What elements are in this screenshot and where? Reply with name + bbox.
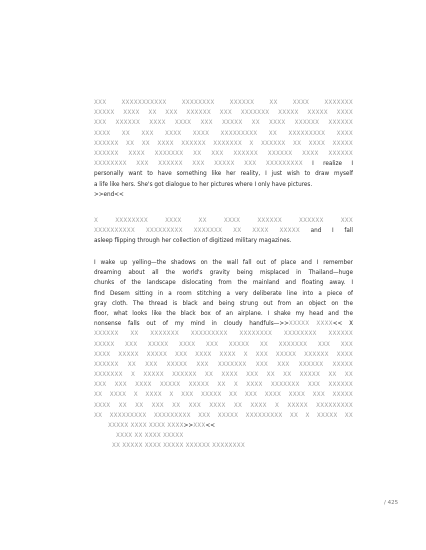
redacted-text: XXXXXX XXXX XXXXXXX XX XXX XXXXXX XXXXXX XXXX XXXXXX [94,150,353,157]
text-line [94,226,353,236]
text-line [94,329,353,339]
body-text: personally want to have something like her reality, I just wish to draw myself [94,171,353,178]
text-line [94,340,353,350]
text-line [94,180,353,190]
text-line [94,441,353,451]
redacted-text: XXXX XX XX XXX XX XXX XXXX XX XXXX X XXXXX XXXXXXXXX [94,402,353,409]
body-text: floor, what looks like the black box of an airplane. I shake my head and the [94,310,353,317]
text-line [94,149,353,159]
text-line [94,309,353,319]
redacted-text: XXXXXXX X XXXXX XXXXXX XX XXXX XXX XX XX XXXXX XX XX [94,372,353,379]
page-number: / 425 [384,500,399,506]
redacted-text: XXXX XX XXX XXXX XXXX XXXXXXXXX XX XXXXXXXXX XXXX [94,130,353,137]
redacted-text: XXXX XXXXX XXXXX XXX XXXX XXXX X XXX XXXXX XXXXXX XXXX [94,351,353,358]
text-line [94,380,353,390]
body-text: << X [332,321,353,328]
text-line [94,421,353,431]
body-text: find Desem sitting in a room stitching a very deliberate line into a piece of [94,290,353,297]
redacted-text: XXXXX XXXX XX XXX XXXXXX XXX XXXXXXX XXXXX XXXXX XXXX [94,110,353,117]
redacted-text: XXX XXXXXX XXXX XXXX XXX XXXXX XX XXXX XXXXXX XXXXXX [94,120,353,127]
text-line [94,129,353,139]
text-line [94,108,353,118]
text-line [94,431,353,441]
text-line [94,159,353,169]
text-line [94,98,353,108]
body-text: chunks of the landscape dislocating from the mainland and floating away. I [94,280,353,287]
body-text: I wake up yelling—the shadows on the wall fall out of place and I remember [94,260,353,266]
text-line [94,390,353,400]
body-text: gray cloth. The thread is black and being strung out from an object on the [94,300,353,307]
text-line [94,411,353,421]
text-line [94,118,353,128]
body-text: >>end<< [94,191,124,198]
text-line [94,258,353,268]
body-text: nonsense falls out of my mind in cloudy handfuls—>> [94,321,289,328]
body-text: << [205,423,216,429]
body-text: >> [183,423,194,429]
text-line [94,350,353,360]
redacted-text: XXXXXX XX XXXXXXX XXXXXXXXX XXXXXXXX XXXXXXXX XXXXXX [94,331,353,338]
redacted-text: XXXX XX XXXX XXXXX [116,433,184,440]
redacted-text: XXX [193,423,206,429]
redacted-text: XXX XXX XXXX XXXXX XXXXX XX X XXXX XXXXXXX XXX XXXXXX [94,382,353,389]
text-line [94,360,353,370]
paragraph-1 [94,98,353,200]
redacted-text: XXXXX XXX XXXXX XXXX XXX XXXXX XX XXXXXXX XXX XXX [94,341,353,348]
text-line [94,268,353,278]
text-line [94,190,353,200]
body-text: and I fall [299,228,353,235]
redacted-text: XX XXXXX XXXX XXXXX XXXXXX XXXXXXXX [112,443,245,450]
text-line [94,139,353,149]
text-line [94,299,353,309]
paragraph-3 [94,258,353,452]
text-line [94,236,353,246]
redacted-text: X XXXXXXXX XXXX XX XXXX XXXXXX XXXXXX XXX [94,218,353,224]
text-line [94,169,353,179]
body-text: asleep flipping through her collection of digitized military magazines. [94,238,292,245]
body-text: dreaming about all the world's gravity being misplaced in Thailand—huge [94,270,353,277]
text-line [94,319,353,329]
text-line [94,216,353,226]
redacted-text: XXXXX XXXX XXXX XXXX [108,423,184,429]
redacted-text: XXXXX XXXX [288,321,333,328]
text-line [94,401,353,411]
text-line [94,370,353,380]
redacted-text: XXXXXXXX XXX XXXXXX XXX XXXXX XXX XXXXXXXXX [94,161,303,168]
redacted-text: XXXXXXXXXX XXXXXXXXX XXXXXXX XX XXXX XXXXX [94,228,300,235]
redacted-text: XXXXXX XX XXX XXXXX XXX XXXXXXX XXX XXX XXXXXX XXXXX [94,361,353,368]
redacted-text: XXXXXX XX XX XXXX XXXXXX XXXXXXX X XXXXXX XX XXXX XXXXX [94,140,353,147]
body-text: a life like hers. She's got dialogue to her pictures where I only have pictures. [94,181,313,188]
redacted-text: XXX XXXXXXXXXXX XXXXXXXX XXXXXX XX XXXX XXXXXXX [94,100,353,106]
paragraph-2 [94,216,353,247]
redacted-text: XX XXXXXXXXX XXXXXXXXX XXX XXXXX XXXXXXXXX XX X XXXXX XX [94,412,353,419]
text-line [94,278,353,288]
text-line [94,289,353,299]
redacted-text: XX XXXX X XXXX X XXX XXXXX XX XXX XXXX XXXX XXX XXXXX [94,392,353,399]
body-text: I realize I [302,161,353,168]
